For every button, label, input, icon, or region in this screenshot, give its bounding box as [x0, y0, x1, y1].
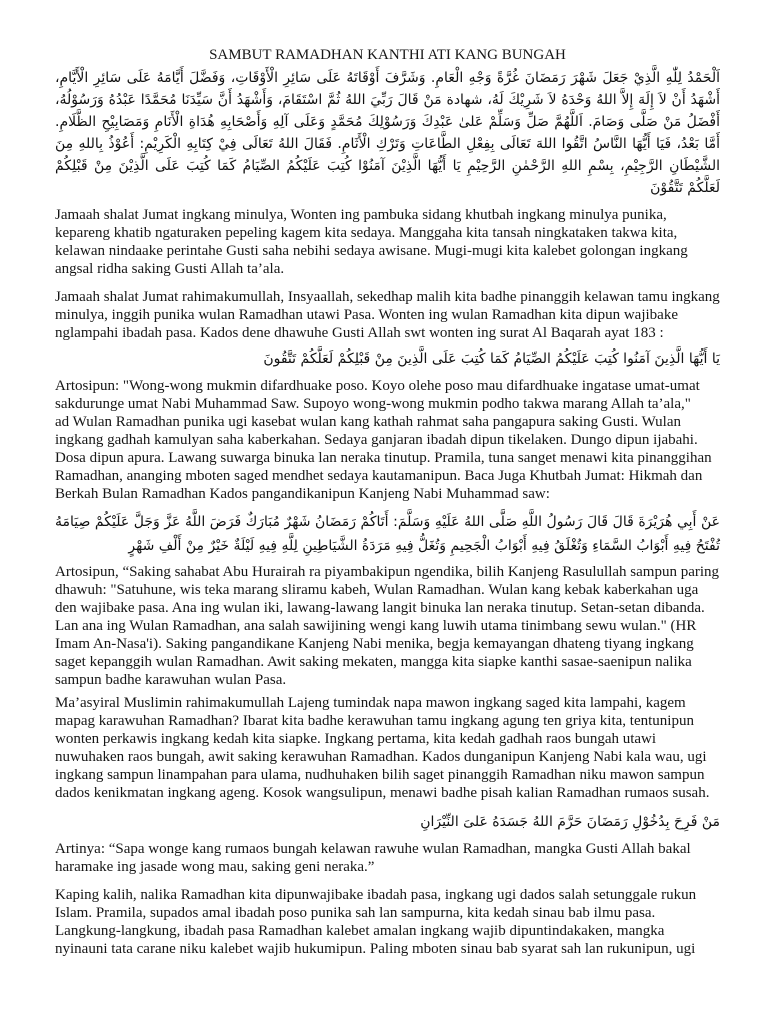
paragraph-ramadhan-guest: Jamaah shalat Jumat rahimakumullah, Insyaallah, sekedhap malih kita badhe pinanggih kelawan tamu ingkang minulya, inggih punika wulan Ramadhan utawi Pasa. Wonten ing wulan Ramadhan kita dipun wajibake nglampahi ibadah pasa. Kados dene dhawuhe Gusti Allah swt wonten ing surat Al Baqarah ayat 183 :	[55, 289, 720, 341]
paragraph-welcoming-ramadhan: Ma’asyiral Muslimin rahimakumullah Lajeng tumindak napa mawon ingkang saged kita lampahi, kagem mapag karawuhan Ramadhan? Ibarat kita badhe kerawuhan tamu ingkang agung ten griya kita, tentunipun wonten perkawis ingkang kedah kita siapke. Ingkang pertama, kita kedah gadhah raos bungah utawi nuwuhaken raos bungah, awit saking kerawuhan Ramadhan. Kados dunganipun Kanjeng Nabi kala wau, ugi ingkang sampun linampahan para ulama, nudhuhaken bilih saget pinanggih Ramadhan niku mawon sampun dados kenikmatan ingkang ageng. Kosok wangsulipun, menawi badhe pisah kalian Ramadhan rumaos susah.	[55, 695, 710, 801]
arabic-quote: مَنْ فَرِحَ بِدُخُوْلِ رَمَضَانَ حَرَّمَ اللهُ جَسَدَهُ عَلىَ النِّيْرَانِ	[420, 814, 720, 830]
paragraph-quote-meaning: Artinya: “Sapa wonge kang rumaos bungah kelawan rawuhe wulan Ramadhan, mangka Gusti Allah bakal haramake ing jasade wong mau, saking geni neraka.”	[55, 841, 691, 875]
paragraph-fasting-knowledge: Kaping kalih, nalika Ramadhan kita dipunwajibake ibadah pasa, ingkang ugi dados salah setunggale rukun Islam. Pramila, supados amal ibadah poso punika sah lan sampurna, kita kedah sinau bab ilmu pasa. Langkung-langkung, ibadah pasa Ramadhan kalebet amalan ingkang wajib dipuntindakaken, mangka nyinauni tata carane niku kalebet wajib hukumipun. Paling mboten sinau bab syarat sah lan rukunipun, ugi	[55, 887, 697, 957]
arabic-verse-al-baqarah-183: يَا أَيُّهَا الَّذِينَ آمَنُوا كُتِبَ عَلَيْكُمُ الصِّيَامُ كَمَا كُتِبَ عَلَى الَّذِينَ مِنْ قَبْلِكُمْ لَعَلَّكُمْ تَتَّقُونَ	[263, 351, 720, 367]
arabic-hadith: عَنْ أَبِي هُرَيْرَةَ قَالَ قَالَ رَسُولُ اللَّهِ صَلَّى اللهُ عَلَيْهِ وَسَلَّمَ: أَتَاكُمْ رَمَضَانُ شَهْرٌ مُبَارَكٌ فَرَضَ اللَّهُ عَزَّ وَجَلَّ عَلَيْكُمْ صِيَامَهُ تُفْتَحُ فِيهِ أَبْوَابُ السَّمَاءِ وَتُغْلَقُ فِيهِ أَبْوَابُ الْجَحِيمِ وَتُغَلُّ فِيهِ مَرَدَةُ الشَّيَاطِينِ لِلَّهِ فِيهِ لَيْلَةٌ خَيْرٌ مِنْ أَلْفِ شَهْرٍ	[55, 514, 720, 554]
page-title: SAMBUT RAMADHAN KANTHI ATI KANG BUNGAH	[209, 47, 566, 63]
paragraph-segment: ad Wulan Ramadhan punika ugi kasebat wulan kang kathah rahmat saha pangapura saking Gusti. Wulan ingkang gadhah kamulyan saha kaberkahan. Sedaya ganjaran ibadah dipun tikelaken. Dungo dipun ijabahi. Dosa dipun apura. Lawang suwarga binuka lan neraka tinutup. Pramila, tuna sanget menawi kita pinanggihan Ramadhan, ananging mboten saged mendhet sedaya kautamanipun. Baca Juga Khutbah Jumat: Hikmah dan Berkah Bulan Ramadhan Kados pangandikanipun Kanjeng Nabi Muhammad saw:	[55, 414, 712, 502]
paragraph-intro: Jamaah shalat Jumat ingkang minulya, Wonten ing pambuka sidang khutbah ingkang minulya punika, kepareng khatib ngaturaken pepeling kagem kita sedaya. Manggaha kita tansah ningkataken takwa kita, kelawan nindaake perintahe Gusti saha nebihi sedaya awisane. Mugi-mugi kita kalebet golongan ingkang angsal ridha saking Gusti Allah ta’ala.	[55, 207, 688, 277]
opening-arabic-prayer: اَلْحَمْدُ لِلّٰهِ الَّذِيْ جَعَلَ شَهْرَ رَمَضَانَ غُرَّةً وَجْهِ الْعَامِ. وَشَرَّفَ أَوْقَاتَهُ عَلَى سَائِرِ الْأَوْقَاتِ، وَفَضَّلَ أَيَّامَهُ عَلَى سَائِرِ الْأَيَّامِ، أَشْهَدُ أَنْ لاَ إِلَهَ إِلاَّ اللهُ وَحْدَهُ لاَ شَرِيْكَ لَهُ، شهادة مَنْ قَالَ رَبِّيَ اللهُ ثُمَّ اسْتَقَامَ، وَأَشْهَدُ أَنَّ سَيِّدَنَا مُحَمَّدًا عَبْدُهُ وَرَسُوْلُهُ، أَفْضَلُ مَنْ صَلَّى وَصَامَ. اَللَّهُمَّ صَلِّ وَسَلِّمْ عَلىٰ عَبْدِكَ وَرَسُوْلِكَ مُحَمَّدٍ وَعَلَى آلِهِ وَأَصْحَابِهِ هُدَاةِ الْأَنَامِ وَمَصَابِيْحِ الظَّلَامِ. أَمَّا بَعْدُ، فَيَا أَيُّهَا النَّاسُ اتَّقُوا اللهَ تَعَالَى بِفِعْلِ الطَّاعَاتِ وَتَرْكِ الْأَثَامِ. فَقَالَ اللهُ تَعَالَى فِيْ كِتَابِهِ الْكَرِيْمِ: أَعُوْذُ بِاللهِ مِنَ الشَّيْطَانِ الرَّجِيْمِ، بِسْمِ اللهِ الرَّحْمٰنِ الرَّحِيْمِ يَا أَيُّهَا الَّذِيْنَ آمَنُوْا كُتِبَ عَلَيْكُمُ الصِّيَامُ كَمَا كُتِبَ عَلَى الَّذِيْنَ مِنْ قَبْلِكُمْ لَعَلَّكُمْ تَتَّقُوْنَ	[55, 70, 720, 196]
paragraph-verse-meaning	[55, 377, 720, 503]
paragraph-hadith-meaning: Artosipun, “Saking sahabat Abu Hurairah ra piyambakipun ngendika, bilih Kanjeng Rasulullah sampun paring dhawuh: "Satuhune, wis teka marang sliramu kabeh, Wulan Ramadhan. Wulan kang kebak kaberkahan uga den wajibake pasa. Ana ing wulan iki, lawang-lawang langit binuka lan neraka tinutup. Setan-setan dibanda. Lan ana ing Wulan Ramadhan, ana salah sawijining wengi kang luwih utama tinimbang sewu wulan." (HR Imam An-Nasa'i). Saking pangandikane Kanjeng Nabi menika, begja kemayangan dhateng tiyang ingkang saget kepanggih wulan Ramadhan. Awit saking mekaten, mangga kita siapke kanthi sasae-saenipun nalika sampun badhe karawuhan wulan Pasa.	[55, 564, 720, 688]
paragraph-segment: Artosipun: "Wong-wong mukmin difardhuake poso. Koyo olehe poso mau difardhuake ingatase umat-umat sakdurunge umat Nabi Muhammad Saw. Supoyo wong-wong mukmin podho takwa marang Allah ta’ala,"	[55, 378, 700, 412]
